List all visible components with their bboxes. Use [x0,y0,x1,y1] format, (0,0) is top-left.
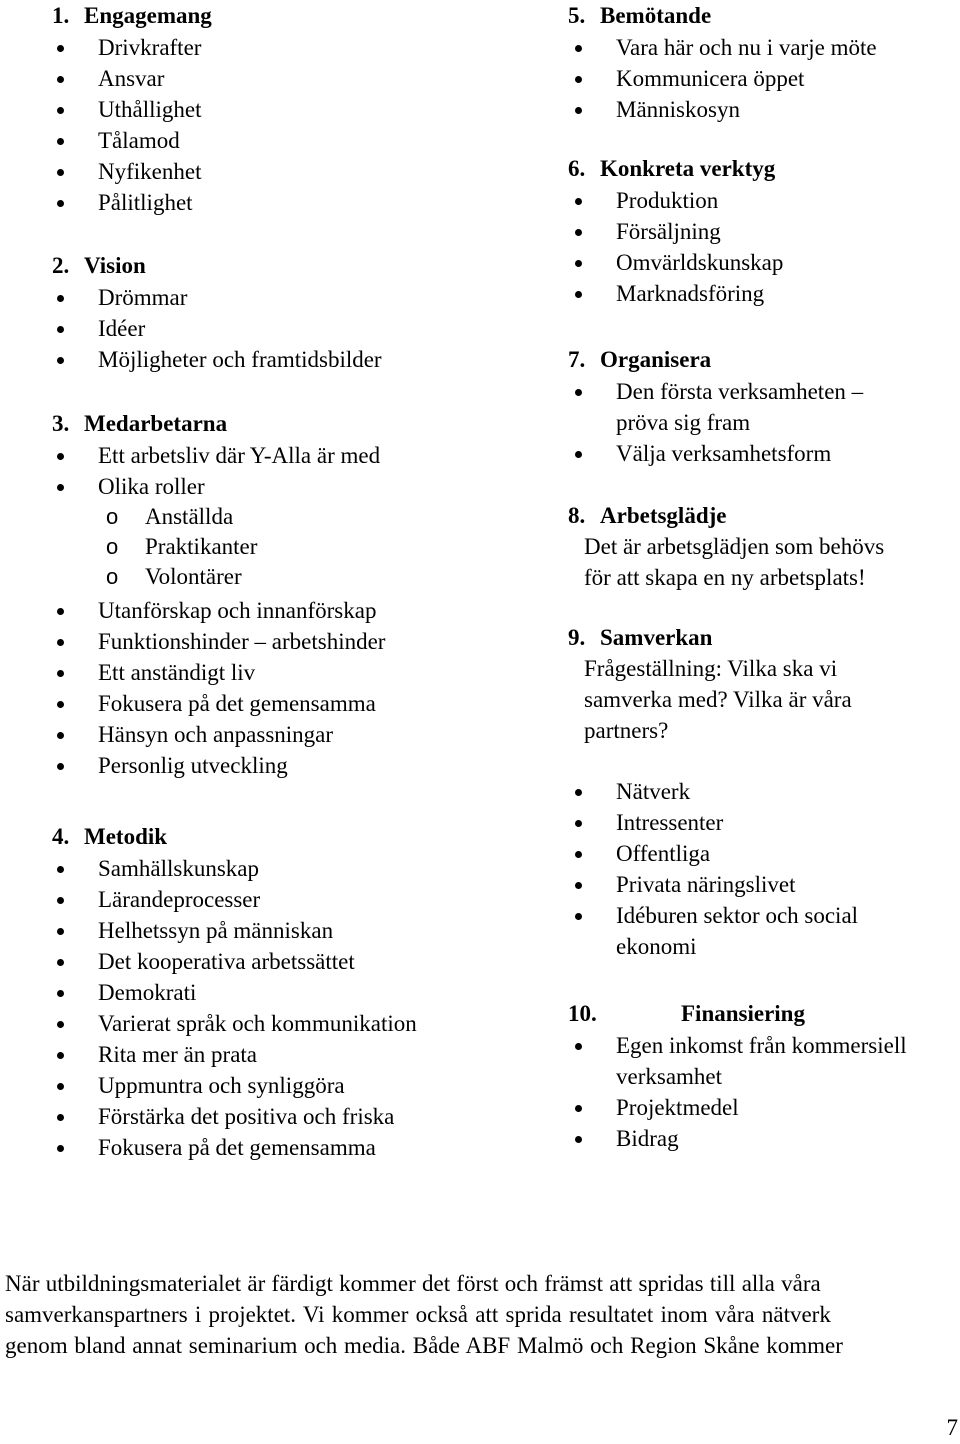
list-item [616,869,916,900]
section-number: 2. [52,253,70,278]
list-item-text: Utanförskap och innanförskap [98,598,377,623]
section-heading [568,0,960,31]
bullet-icon [57,928,64,935]
section-heading [568,153,960,184]
list-item-text: Varierat språk och kommunikation [98,1011,417,1036]
bullet-icon [575,198,582,205]
list-item [98,282,512,313]
list-item-text: Kommunicera öppet [616,66,805,91]
list-item [616,838,916,869]
bullet-icon [57,732,64,739]
bullet-icon [575,820,582,827]
list-item-text: Intressenter [616,810,724,835]
bullet-icon [57,138,64,145]
bullet-icon [57,357,64,364]
list-item-text: Egen inkomst från kommersiell verksamhet [616,1033,907,1089]
bullet-icon [57,295,64,302]
section-organisera [568,344,960,469]
list-item-text: Ansvar [98,66,165,91]
section-title: Vision [84,253,146,278]
list-item-text: Olika roller [98,474,205,499]
sub-list-item-text: Volontärer [145,564,242,589]
list-item [616,247,960,278]
section-heading [568,500,960,531]
section-title: Konkreta verktyg [600,156,776,181]
list-item [616,278,960,309]
bullet-list [52,282,512,375]
list-item-text: Drömmar [98,285,188,310]
list-item-text: Helhetssyn på människan [98,918,334,943]
bullet-icon [57,45,64,52]
list-item [98,344,512,375]
circle-bullet-icon: o [106,564,119,589]
section-heading [52,408,512,439]
list-item-text: Nyfikenhet [98,159,202,184]
bullet-icon [575,1105,582,1112]
bullet-icon [575,882,582,889]
bullet-list [52,32,512,218]
bullet-icon [575,291,582,298]
list-item [98,688,512,719]
sub-list-item [106,502,512,532]
section-vision [52,250,512,375]
list-item [98,915,444,946]
list-item-text: Nätverk [616,779,691,804]
list-item [98,63,512,94]
bullet-icon [575,229,582,236]
section-title: Organisera [600,347,712,372]
bullet-icon [57,1052,64,1059]
bullet-icon [575,851,582,858]
list-item [616,32,960,63]
list-item [616,807,916,838]
list-item-text: Det kooperativa arbetssättet [98,949,355,974]
list-item [616,1030,960,1092]
section-number: 7. [568,347,586,372]
list-item [98,595,512,626]
list-item-text: Idéburen sektor och social ekonomi [616,903,859,959]
section-heading [568,622,960,653]
bullet-icon [575,451,582,458]
bullet-icon [575,789,582,796]
bullet-icon [57,453,64,460]
bullet-icon [57,1145,64,1152]
bullet-icon [57,959,64,966]
section-number: 6. [568,156,586,181]
list-item-text: Uppmuntra och synliggöra [98,1073,345,1098]
list-item-text: Demokrati [98,980,197,1005]
list-item-text: Uthållighet [98,97,202,122]
list-item-text: Ett arbetsliv där Y-Alla är med [98,443,381,468]
list-item-text: Människosyn [616,97,740,122]
section-heading [52,0,512,31]
circle-bullet-icon: o [106,534,119,559]
paragraph-line: samverkanspartners i projektet. Vi kommer också att sprida resultatet inom våra nätverk [5,1302,831,1327]
bullet-icon [575,913,582,920]
list-item-text: Möjligheter och framtidsbilder [98,347,382,372]
sub-list-item [106,562,512,592]
bullet-list [52,853,444,1163]
bullet-list [568,32,960,125]
list-item-text: Personlig utveckling [98,753,288,778]
section-number: 5. [568,3,586,28]
section-heading [568,998,960,1029]
list-item-text: Produktion [616,188,719,213]
section-title: Metodik [84,824,168,849]
list-item-text: Projektmedel [616,1095,739,1120]
list-item [98,187,512,218]
list-item [98,946,444,977]
list-item [98,471,512,502]
bullet-list [568,776,916,962]
list-item [98,125,512,156]
list-item [616,438,916,469]
bullet-icon [57,866,64,873]
bullet-icon [57,701,64,708]
bullet-icon [57,990,64,997]
list-item-text: Hänsyn och anpassningar [98,722,334,747]
section-number: 3. [52,411,70,436]
section-engagemang [52,0,512,218]
section-medarbetarna [52,408,512,781]
bullet-icon [57,1083,64,1090]
section-number: 4. [52,824,70,849]
list-item-text: Pålitlighet [98,190,193,215]
list-item-text: Marknadsföring [616,281,765,306]
section-title: Medarbetarna [84,411,228,436]
bullet-icon [57,608,64,615]
list-item [616,776,916,807]
list-item-text: Välja verksamhetsform [616,441,832,466]
list-item-text: Offentliga [616,841,711,866]
section-number: 1. [52,3,70,28]
section-title: Finansiering [681,1001,805,1026]
list-item-text: Försäljning [616,219,721,244]
list-item [98,719,512,750]
list-item [98,853,444,884]
sub-list [52,502,512,592]
list-item [98,977,444,1008]
list-item [98,313,512,344]
list-item [616,185,960,216]
body-paragraph [5,1268,957,1361]
list-item [98,1070,444,1101]
list-item-text: Ett anständigt liv [98,660,256,685]
bullet-icon [575,76,582,83]
section-heading [568,344,960,375]
bullet-icon [57,107,64,114]
list-item [98,156,512,187]
bullet-list [568,185,960,309]
section-bemotande [568,0,960,125]
bullet-icon [575,1136,582,1143]
bullet-icon [57,484,64,491]
list-item-text: Samhällskunskap [98,856,259,881]
sub-list-item-text: Anställda [145,504,234,529]
list-item [98,1039,444,1070]
bullet-icon [575,260,582,267]
list-item [616,900,916,962]
list-item [98,94,512,125]
list-item-text: Omvärldskunskap [616,250,784,275]
bullet-list [52,440,512,502]
section-samverkan [568,622,960,962]
bullet-icon [57,670,64,677]
bullet-icon [57,169,64,176]
bullet-icon [57,326,64,333]
section-arbetsgladje [568,500,960,593]
list-item [98,657,512,688]
list-item-text: Privata näringslivet [616,872,796,897]
section-heading [52,250,512,281]
section-text: Det är arbetsglädjen som behövs för att skapa en ny arbetsplats! [584,534,885,590]
bullet-icon [57,76,64,83]
list-item [616,376,916,438]
list-item-text: Fokusera på det gemensamma [98,1135,376,1160]
list-item [98,1101,444,1132]
bullet-icon [57,200,64,207]
section-title: Samverkan [600,625,713,650]
sub-list-item [106,532,512,562]
list-item [616,1092,960,1123]
list-item [98,32,512,63]
list-item-text: Lärandeprocesser [98,887,261,912]
list-item [98,884,444,915]
section-finansiering [568,998,960,1154]
circle-bullet-icon: o [106,504,119,529]
section-konkreta-verktyg [568,153,960,309]
list-item-text: Vara här och nu i varje möte [616,35,877,60]
section-number: 8. [568,503,586,528]
list-item [98,440,512,471]
list-item [98,750,512,781]
bullet-icon [575,1043,582,1050]
bullet-icon [57,897,64,904]
bullet-icon [57,1114,64,1121]
bullet-list [568,1030,960,1154]
bullet-icon [575,45,582,52]
bullet-icon [57,639,64,646]
list-item [98,1132,444,1163]
list-item-text: Funktionshinder – arbetshinder [98,629,386,654]
list-item [616,63,960,94]
section-number: 9. [568,625,586,650]
list-item [616,216,960,247]
page-number: 7 [946,1415,958,1440]
section-title: Bemötande [600,3,712,28]
bullet-list [568,376,916,469]
bullet-icon [575,389,582,396]
sub-list-item-text: Praktikanter [145,534,258,559]
section-metodik [52,821,512,1163]
section-heading [52,821,512,852]
bullet-icon [57,1021,64,1028]
bullet-icon [575,107,582,114]
section-number: 10. [568,1001,597,1026]
paragraph-line: genom bland annat seminarium och media. Både ABF Malmö och Region Skåne kommer [5,1333,843,1358]
list-item-text: Den första verksamheten – pröva sig fram [616,379,864,435]
section-text: Frågeställning: Vilka ska vi samverka med? Vilka är våra partners? [584,656,852,743]
list-item-text: Rita mer än prata [98,1042,258,1067]
list-item-text: Förstärka det positiva och friska [98,1104,395,1129]
section-title: Engagemang [84,3,212,28]
list-item-text: Fokusera på det gemensamma [98,691,376,716]
list-item-text: Tålamod [98,128,180,153]
bullet-icon [57,763,64,770]
paragraph-line: När utbildningsmaterialet är färdigt kommer det först och främst att spridas till alla våra [5,1271,821,1296]
list-item [616,94,960,125]
list-item [98,626,512,657]
list-item-text: Bidrag [616,1126,679,1151]
section-title: Arbetsglädje [600,503,727,528]
list-item-text: Drivkrafter [98,35,202,60]
bullet-list [52,595,512,781]
list-item [616,1123,960,1154]
list-item-text: Idéer [98,316,146,341]
list-item [98,1008,444,1039]
